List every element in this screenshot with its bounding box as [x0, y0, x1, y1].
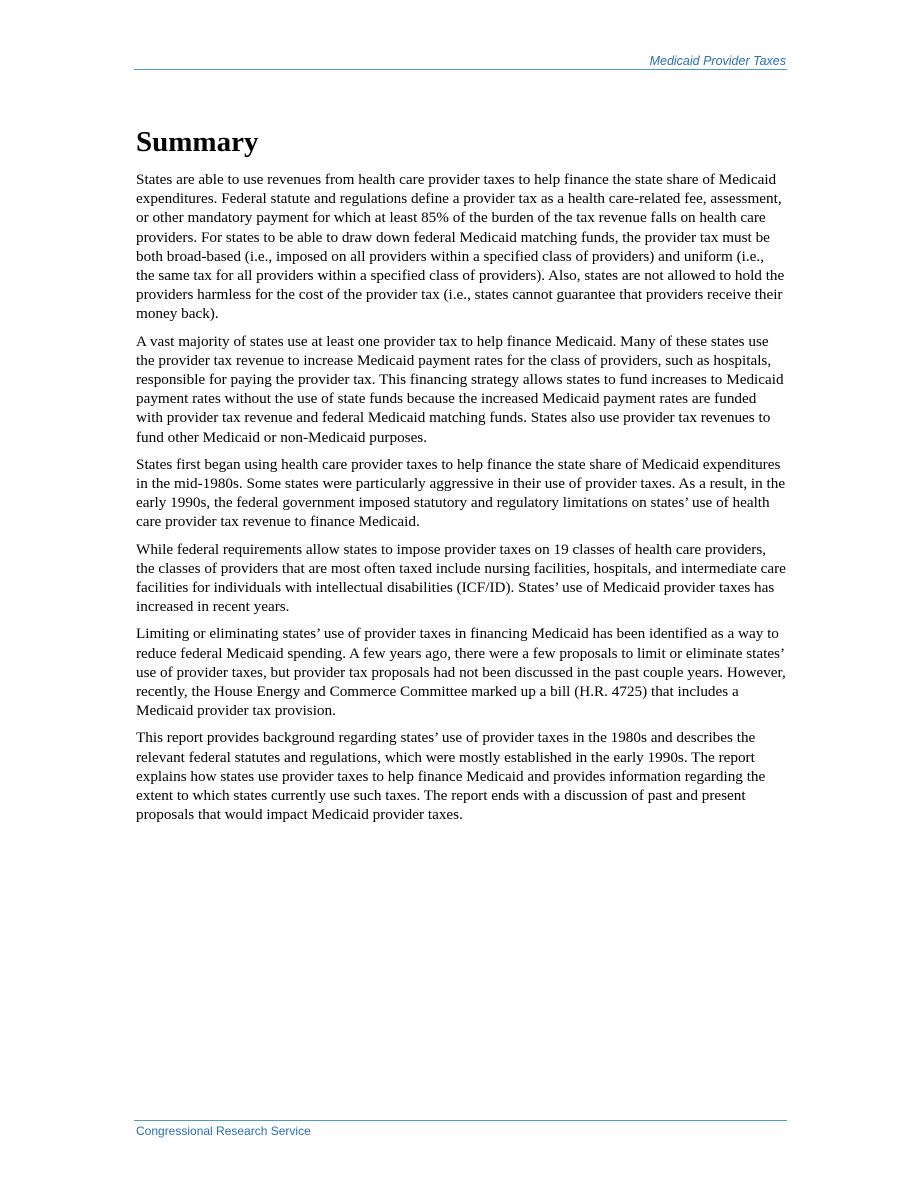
page-title: Summary [136, 126, 259, 158]
summary-paragraph-2: A vast majority of states use at least one provider tax to help finance Medicaid. Many of these states use the provider tax revenue to increase Medicaid payment rates for the class of providers, such as hospitals, responsible for paying the provider tax. This financing strategy allows states to fund increases to Medicaid payment rates without the use of state funds because the increased Medicaid payment rates are funded with provider tax revenue and federal Medicaid matching funds. States also use provider tax revenues to fund other Medicaid or non-Medicaid purposes. [136, 332, 784, 446]
summary-paragraph-5: Limiting or eliminating states’ use of provider taxes in financing Medicaid has been identified as a way to reduce federal Medicaid spending. A few years ago, there were a few proposals to limit or eliminate states’ use of provider taxes, but provider tax proposals had not been discussed in the past couple years. However, recently, the House Energy and Commerce Committee marked up a bill (H.R. 4725) that includes a Medicaid provider tax provision. [136, 625, 786, 720]
summary-section [136, 123, 786, 833]
footer-rule [134, 1120, 787, 1121]
running-header-title: Medicaid Provider Taxes [649, 54, 786, 68]
summary-paragraph-1: States are able to use revenues from health care provider taxes to help finance the state share of Medicaid expenditures. Federal statute and regulations define a provider tax as a health care-related fee, assessment, or other mandatory payment for which at least 85% of the burden of the tax revenue falls on health care providers. For states to be able to draw down federal Medicaid matching funds, the provider tax must be both broad-based (i.e., imposed on all providers within a specified class of providers) and uniform (i.e., the same tax for all providers within a specified class of providers). Also, states are not allowed to hold the providers harmless for the cost of the provider tax (i.e., states cannot guarantee that providers receive their money back). [136, 171, 785, 323]
summary-paragraph-3: States first began using health care provider taxes to help finance the state share of Medicaid expenditures in the mid-1980s. Some states were particularly aggressive in their use of provider taxes. As a result, in the early 1990s, the federal government imposed statutory and regulatory limitations on states’ use of health care provider tax revenue to finance Medicaid. [136, 455, 786, 531]
summary-paragraph-6: This report provides background regarding states’ use of provider taxes in the 1980s and describes the relevant federal statutes and regulations, which were mostly established in the early 1990s. The report explains how states use provider taxes to help finance Medicaid and provides information regarding the extent to which states currently use such taxes. The report ends with a discussion of past and present proposals that would impact Medicaid provider taxes. [136, 729, 766, 824]
header-rule [134, 69, 787, 70]
summary-paragraph-4: While federal requirements allow states to impose provider taxes on 19 classes of health care providers, the classes of providers that are most often taxed include nursing facilities, hospitals, and intermediate care facilities for individuals with intellectual disabilities (ICF/ID). States’ use of Medicaid provider taxes has increased in recent years. [136, 540, 786, 616]
running-footer-organization: Congressional Research Service [136, 1124, 311, 1138]
